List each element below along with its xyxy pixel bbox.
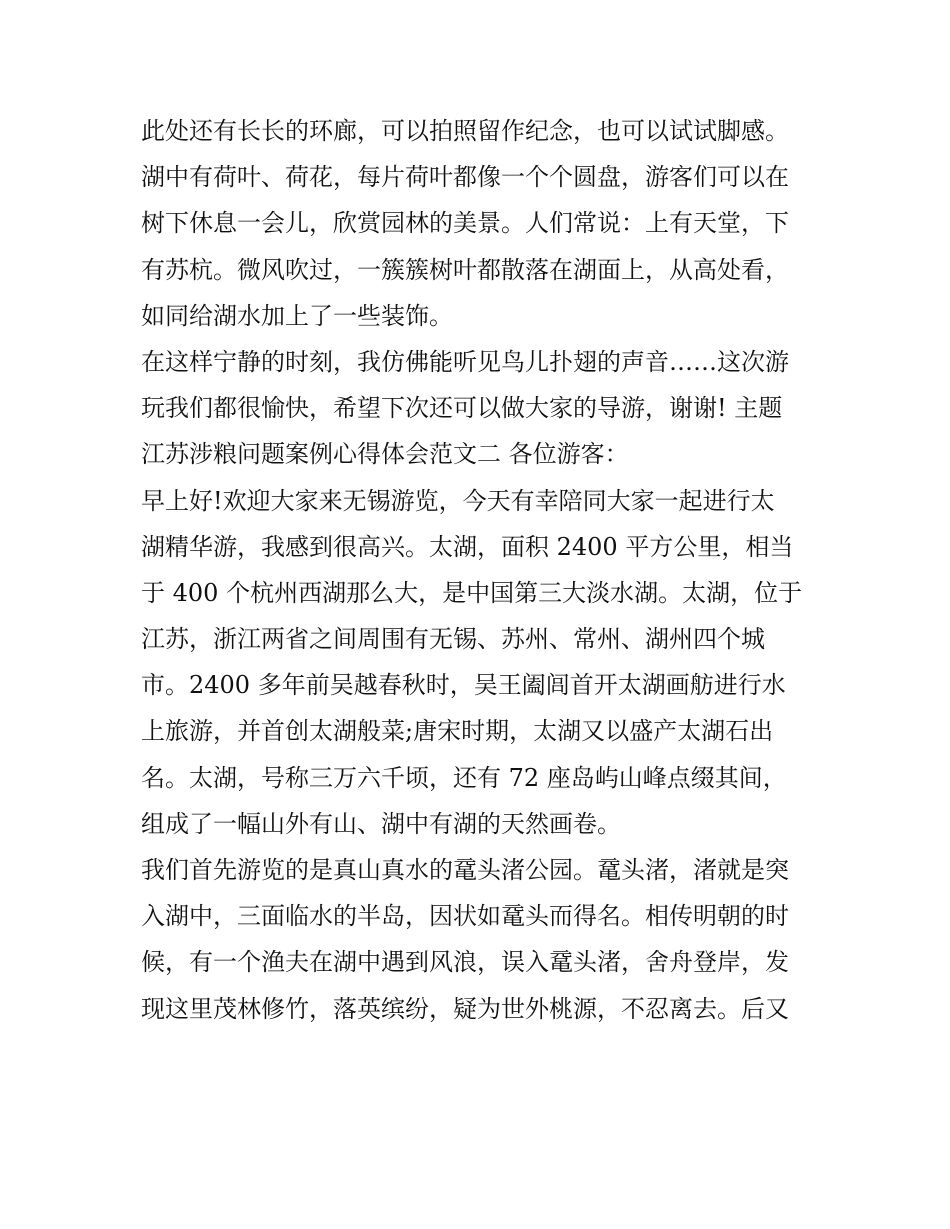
text-line: 此处还有长长的环廊，可以拍照留作纪念，也可以试试脚感。	[141, 117, 789, 145]
text-line: 名。太湖，号称三万六千顷，还有 72 座岛屿山峰点缀其间，	[141, 763, 787, 792]
text-line: 江苏，浙江两省之间周围有无锡、苏州、常州、湖州四个城	[141, 625, 765, 654]
body-text	[141, 108, 821, 1032]
text-line: 江苏涉粮问题案例心得体会范文二 各位游客：	[141, 440, 629, 469]
text-line: 湖中有荷叶、荷花，每片荷叶都像一个个圆盘，游客们可以在	[141, 163, 789, 192]
text-line: 组成了一幅山外有山、湖中有湖的天然画卷。	[141, 809, 621, 838]
text-line: 早上好!欢迎大家来无锡游览，今天有幸陪同大家一起进行太	[141, 486, 775, 515]
text-line: 有苏杭。微风吹过，一簇簇树叶都散落在湖面上，从高处看，	[141, 255, 789, 284]
text-line: 玩我们都很愉快，希望下次还可以做大家的导游，谢谢! 主题	[141, 394, 783, 423]
text-line: 入湖中，三面临水的半岛，因状如鼋头而得名。相传明朝的时	[141, 902, 789, 931]
text-line: 湖精华游，我感到很高兴。太湖，面积 2400 平方公里，相当	[141, 532, 794, 561]
text-line: 我们首先游览的是真山真水的鼋头渚公园。鼋头渚，渚就是突	[141, 856, 789, 884]
text-line: 如同给湖水加上了一些装饰。	[141, 301, 453, 330]
text-line: 现这里茂林修竹，落英缤纷，疑为世外桃源，不忍离去。后又	[141, 994, 789, 1023]
text-line: 树下休息一会儿，欣赏园林的美景。人们常说：上有天堂，下	[141, 209, 789, 238]
text-line: 候，有一个渔夫在湖中遇到风浪，误入鼋头渚，舍舟登岸，发	[141, 948, 789, 977]
text-line: 市。2400 多年前吴越春秋时，吴王阖闾首开太湖画舫进行水	[141, 671, 786, 700]
text-line: 于 400 个杭州西湖那么大，是中国第三大淡水湖。太湖，位于	[141, 578, 803, 607]
text-line: 上旅游，并首创太湖般菜;唐宋时期，太湖又以盛产太湖石出	[141, 717, 774, 746]
text-line: 在这样宁静的时刻，我仿佛能听见鸟儿扑翅的声音……这次游	[141, 347, 789, 376]
